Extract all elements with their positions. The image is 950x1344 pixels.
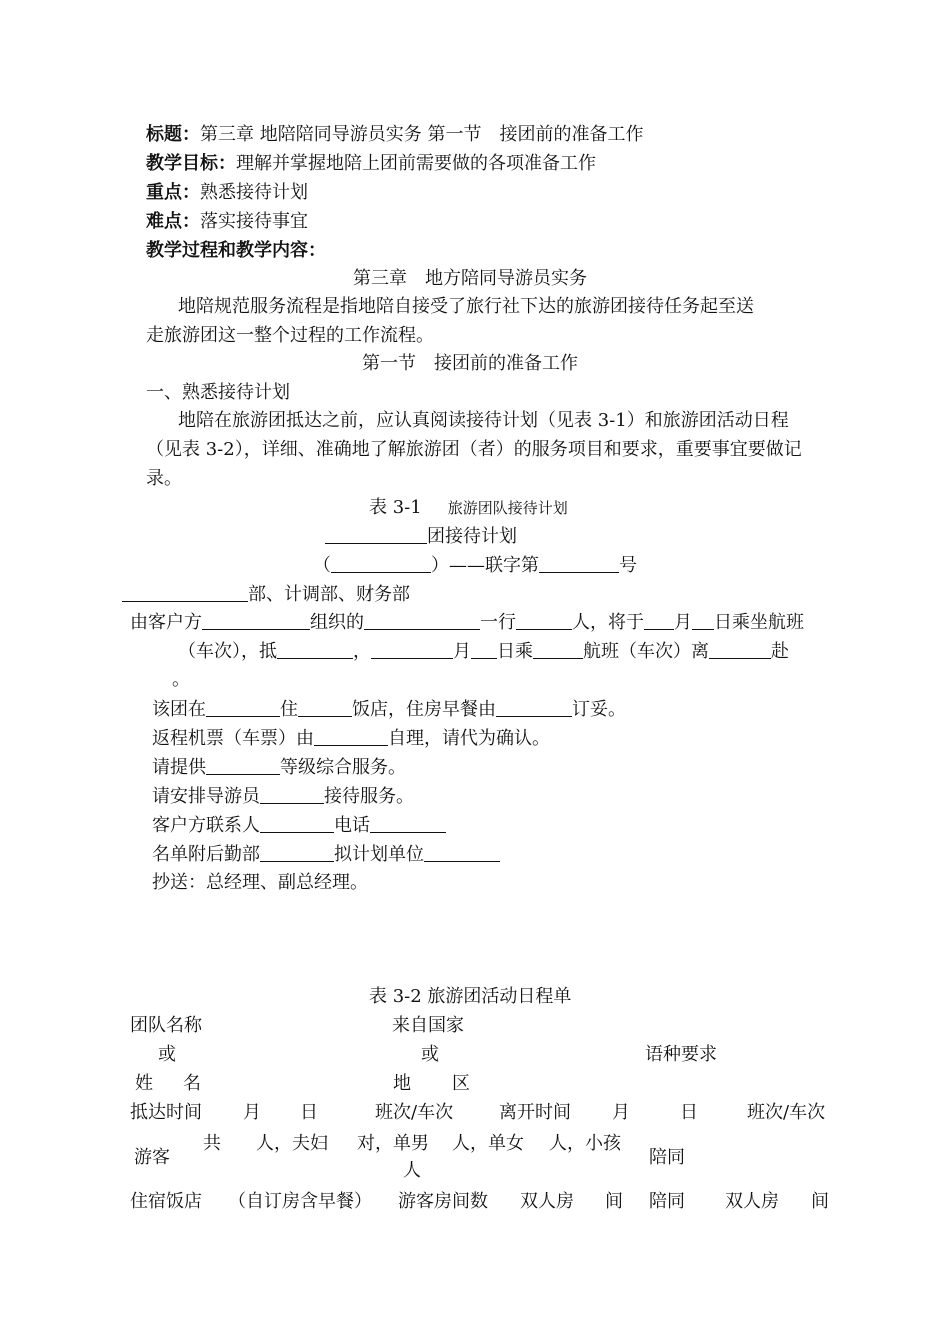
goal-label: 教学目标： — [146, 153, 236, 174]
key-text: 熟悉接待计划 — [200, 182, 308, 203]
team-name-label-2: 或 — [158, 1044, 176, 1065]
s1-c: 饭店，住房早餐由 — [352, 699, 496, 720]
language-label: 语种要求 — [645, 1044, 717, 1065]
flight-blank[interactable] — [533, 640, 583, 659]
planner-blank[interactable] — [424, 843, 500, 862]
logistics-blank[interactable] — [260, 843, 334, 862]
service-level-blank[interactable] — [206, 756, 280, 775]
plan-title-line — [325, 525, 517, 548]
l2-f: 赴 — [771, 641, 789, 662]
organizer-blank[interactable] — [364, 611, 480, 630]
service-level-line — [152, 756, 406, 779]
origin-label-3b: 区 — [452, 1073, 470, 1094]
hotel-label: 住宿饭店 — [130, 1191, 202, 1212]
intro-line-1: 地陪规范服务流程是指地陪自接受了旅行社下达的旅游团接待任务起至送 — [178, 296, 754, 317]
caption-number: 表 3-1 — [369, 497, 422, 518]
contact-line — [152, 814, 446, 837]
room-unit-label-1: 间 — [605, 1191, 623, 1212]
form-line-3: 。 — [172, 669, 190, 690]
return-ticket-blank[interactable] — [314, 727, 388, 746]
room-unit-label-2: 间 — [811, 1191, 829, 1212]
difficulty-label: 难点： — [146, 211, 200, 232]
plan-title: 团接待计划 — [427, 526, 517, 547]
s5-b: 电话 — [334, 815, 370, 836]
table-3-2-caption: 表 3-2 旅游团活动日程单 — [369, 986, 572, 1007]
caption-name: 旅游团队接待计划 — [447, 499, 568, 517]
form-line-1 — [130, 611, 804, 634]
client-blank[interactable] — [202, 611, 310, 630]
s1-d: 订妥。 — [572, 699, 626, 720]
count-blank[interactable] — [516, 611, 572, 630]
goal-text: 理解并掌握地陪上团前需要做的各项准备工作 — [236, 153, 596, 174]
title-line — [146, 124, 643, 146]
phone-blank[interactable] — [370, 814, 446, 833]
room-count-label: 游客房间数 — [398, 1191, 488, 1212]
l1-e: 月 — [674, 612, 692, 633]
arrive-day-label: 日 — [300, 1102, 318, 1123]
guide-line — [152, 785, 414, 808]
s3-a: 请提供 — [152, 757, 206, 778]
month-blank[interactable] — [644, 611, 674, 630]
single-female-label: 人，单女 — [452, 1133, 524, 1154]
department-text: 部、计调部、财务部 — [248, 584, 410, 605]
children-label: 人，小孩 — [549, 1133, 621, 1154]
l2-e: 航班（车次）离 — [583, 641, 709, 662]
paragraph-1-line-3: 录。 — [146, 468, 182, 489]
escort-label: 陪同 — [649, 1147, 685, 1168]
s5-a: 客户方联系人 — [152, 815, 260, 836]
arrive-city-blank[interactable] — [277, 640, 353, 659]
origin-label-1: 来自国家 — [392, 1015, 464, 1036]
section-heading: 第一节 接团前的准备工作 — [362, 353, 578, 374]
title-text: 第三章 地陪陪同导游员实务 第一节 接团前的准备工作 — [200, 124, 644, 145]
leave-month-label: 月 — [612, 1102, 630, 1123]
key-line — [146, 182, 308, 204]
s6-b: 拟计划单位 — [334, 844, 424, 865]
difficulty-text: 落实接待事宜 — [200, 211, 308, 232]
l1-b: 组织的 — [310, 612, 364, 633]
stay-line — [152, 698, 626, 721]
intro-line-2: 走旅游团这一整个过程的工作流程。 — [146, 325, 434, 346]
title-label: 标题： — [146, 124, 200, 145]
day-blank[interactable] — [692, 611, 714, 630]
tourist-total-label: 共 — [203, 1133, 221, 1154]
team-name-label-1: 团队名称 — [130, 1015, 202, 1036]
department-line — [122, 583, 410, 606]
lian-middle: ）——联字第 — [431, 555, 539, 576]
paragraph-1-line-1: 地陪在旅游团抵达之前，应认真阅读接待计划（见表 3-1）和旅游团活动日程 — [178, 410, 789, 431]
cc-line: 抄送：总经理、副总经理。 — [152, 872, 368, 893]
double-room-label-1: 双人房 — [520, 1191, 574, 1212]
l2-d: 日乘 — [497, 641, 533, 662]
s1-a: 该团在 — [152, 699, 206, 720]
hotel-blank[interactable] — [298, 698, 352, 717]
destination-blank[interactable] — [709, 640, 771, 659]
table-3-1-caption — [369, 497, 568, 519]
lian-end: 号 — [619, 555, 637, 576]
l2-c: 月 — [453, 641, 471, 662]
team-name-label-3a: 姓 — [135, 1073, 153, 1094]
lian-number-line — [313, 554, 637, 577]
leave-day-blank[interactable] — [471, 640, 497, 659]
department-blank[interactable] — [122, 583, 248, 602]
l1-a: 由客户方 — [130, 612, 202, 633]
contact-blank[interactable] — [260, 814, 334, 833]
paren-open: （ — [313, 555, 331, 576]
l2-b: ， — [353, 641, 371, 662]
s4-b: 接待服务。 — [324, 786, 414, 807]
tourist-label: 游客 — [134, 1147, 170, 1168]
double-room-label-2: 双人房 — [725, 1191, 779, 1212]
l1-d: 人，将于 — [572, 612, 644, 633]
team-name-blank[interactable] — [325, 525, 427, 544]
arrive-month-label: 月 — [243, 1102, 261, 1123]
s4-a: 请安排导游员 — [152, 786, 260, 807]
leave-day-label: 日 — [680, 1102, 698, 1123]
key-label: 重点： — [146, 182, 200, 203]
paragraph-1-line-2: （见表 3-2），详细、准确地了解旅游团（者）的服务项目和要求，重要事宜要做记 — [146, 439, 802, 460]
goal-line — [146, 153, 596, 175]
s1-b: 住 — [280, 699, 298, 720]
team-name-label-3b: 名 — [183, 1073, 201, 1094]
lian-prefix-blank[interactable] — [331, 554, 431, 573]
lian-number-blank[interactable] — [539, 554, 619, 573]
l2-a: （车次），抵 — [178, 641, 277, 662]
single-male-label: 对，单男 — [357, 1133, 429, 1154]
l1-f: 日乘坐航班 — [714, 612, 804, 633]
couples-label: 人，夫妇 — [256, 1133, 328, 1154]
form-line-2 — [178, 640, 789, 663]
l1-c: 一行 — [480, 612, 516, 633]
subheading-1: 一、熟悉接待计划 — [146, 382, 290, 403]
s3-b: 等级综合服务。 — [280, 757, 406, 778]
leave-month-blank[interactable] — [371, 640, 453, 659]
leave-train-label: 班次/车次 — [747, 1102, 826, 1123]
children-unit-label: 人 — [403, 1160, 421, 1181]
self-booked-label: （自订房含早餐） — [228, 1191, 372, 1212]
s2-b: 自理，请代为确认。 — [388, 728, 550, 749]
leave-time-label: 离开时间 — [499, 1102, 571, 1123]
escort-room-label: 陪同 — [649, 1191, 685, 1212]
chapter-heading: 第三章 地方陪同导游员实务 — [353, 268, 587, 289]
stay-city-blank[interactable] — [206, 698, 280, 717]
booker-blank[interactable] — [496, 698, 572, 717]
s2-a: 返程机票（车票）由 — [152, 728, 314, 749]
process-label: 教学过程和教学内容： — [146, 240, 326, 261]
origin-label-3a: 地 — [393, 1073, 411, 1094]
difficulty-line — [146, 211, 308, 233]
guide-blank[interactable] — [260, 785, 324, 804]
return-ticket-line — [152, 727, 550, 750]
s6-a: 名单附后勤部 — [152, 844, 260, 865]
arrive-train-label: 班次/车次 — [375, 1102, 454, 1123]
list-attached-line — [152, 843, 500, 866]
origin-label-2: 或 — [421, 1044, 439, 1065]
arrive-time-label: 抵达时间 — [130, 1102, 202, 1123]
